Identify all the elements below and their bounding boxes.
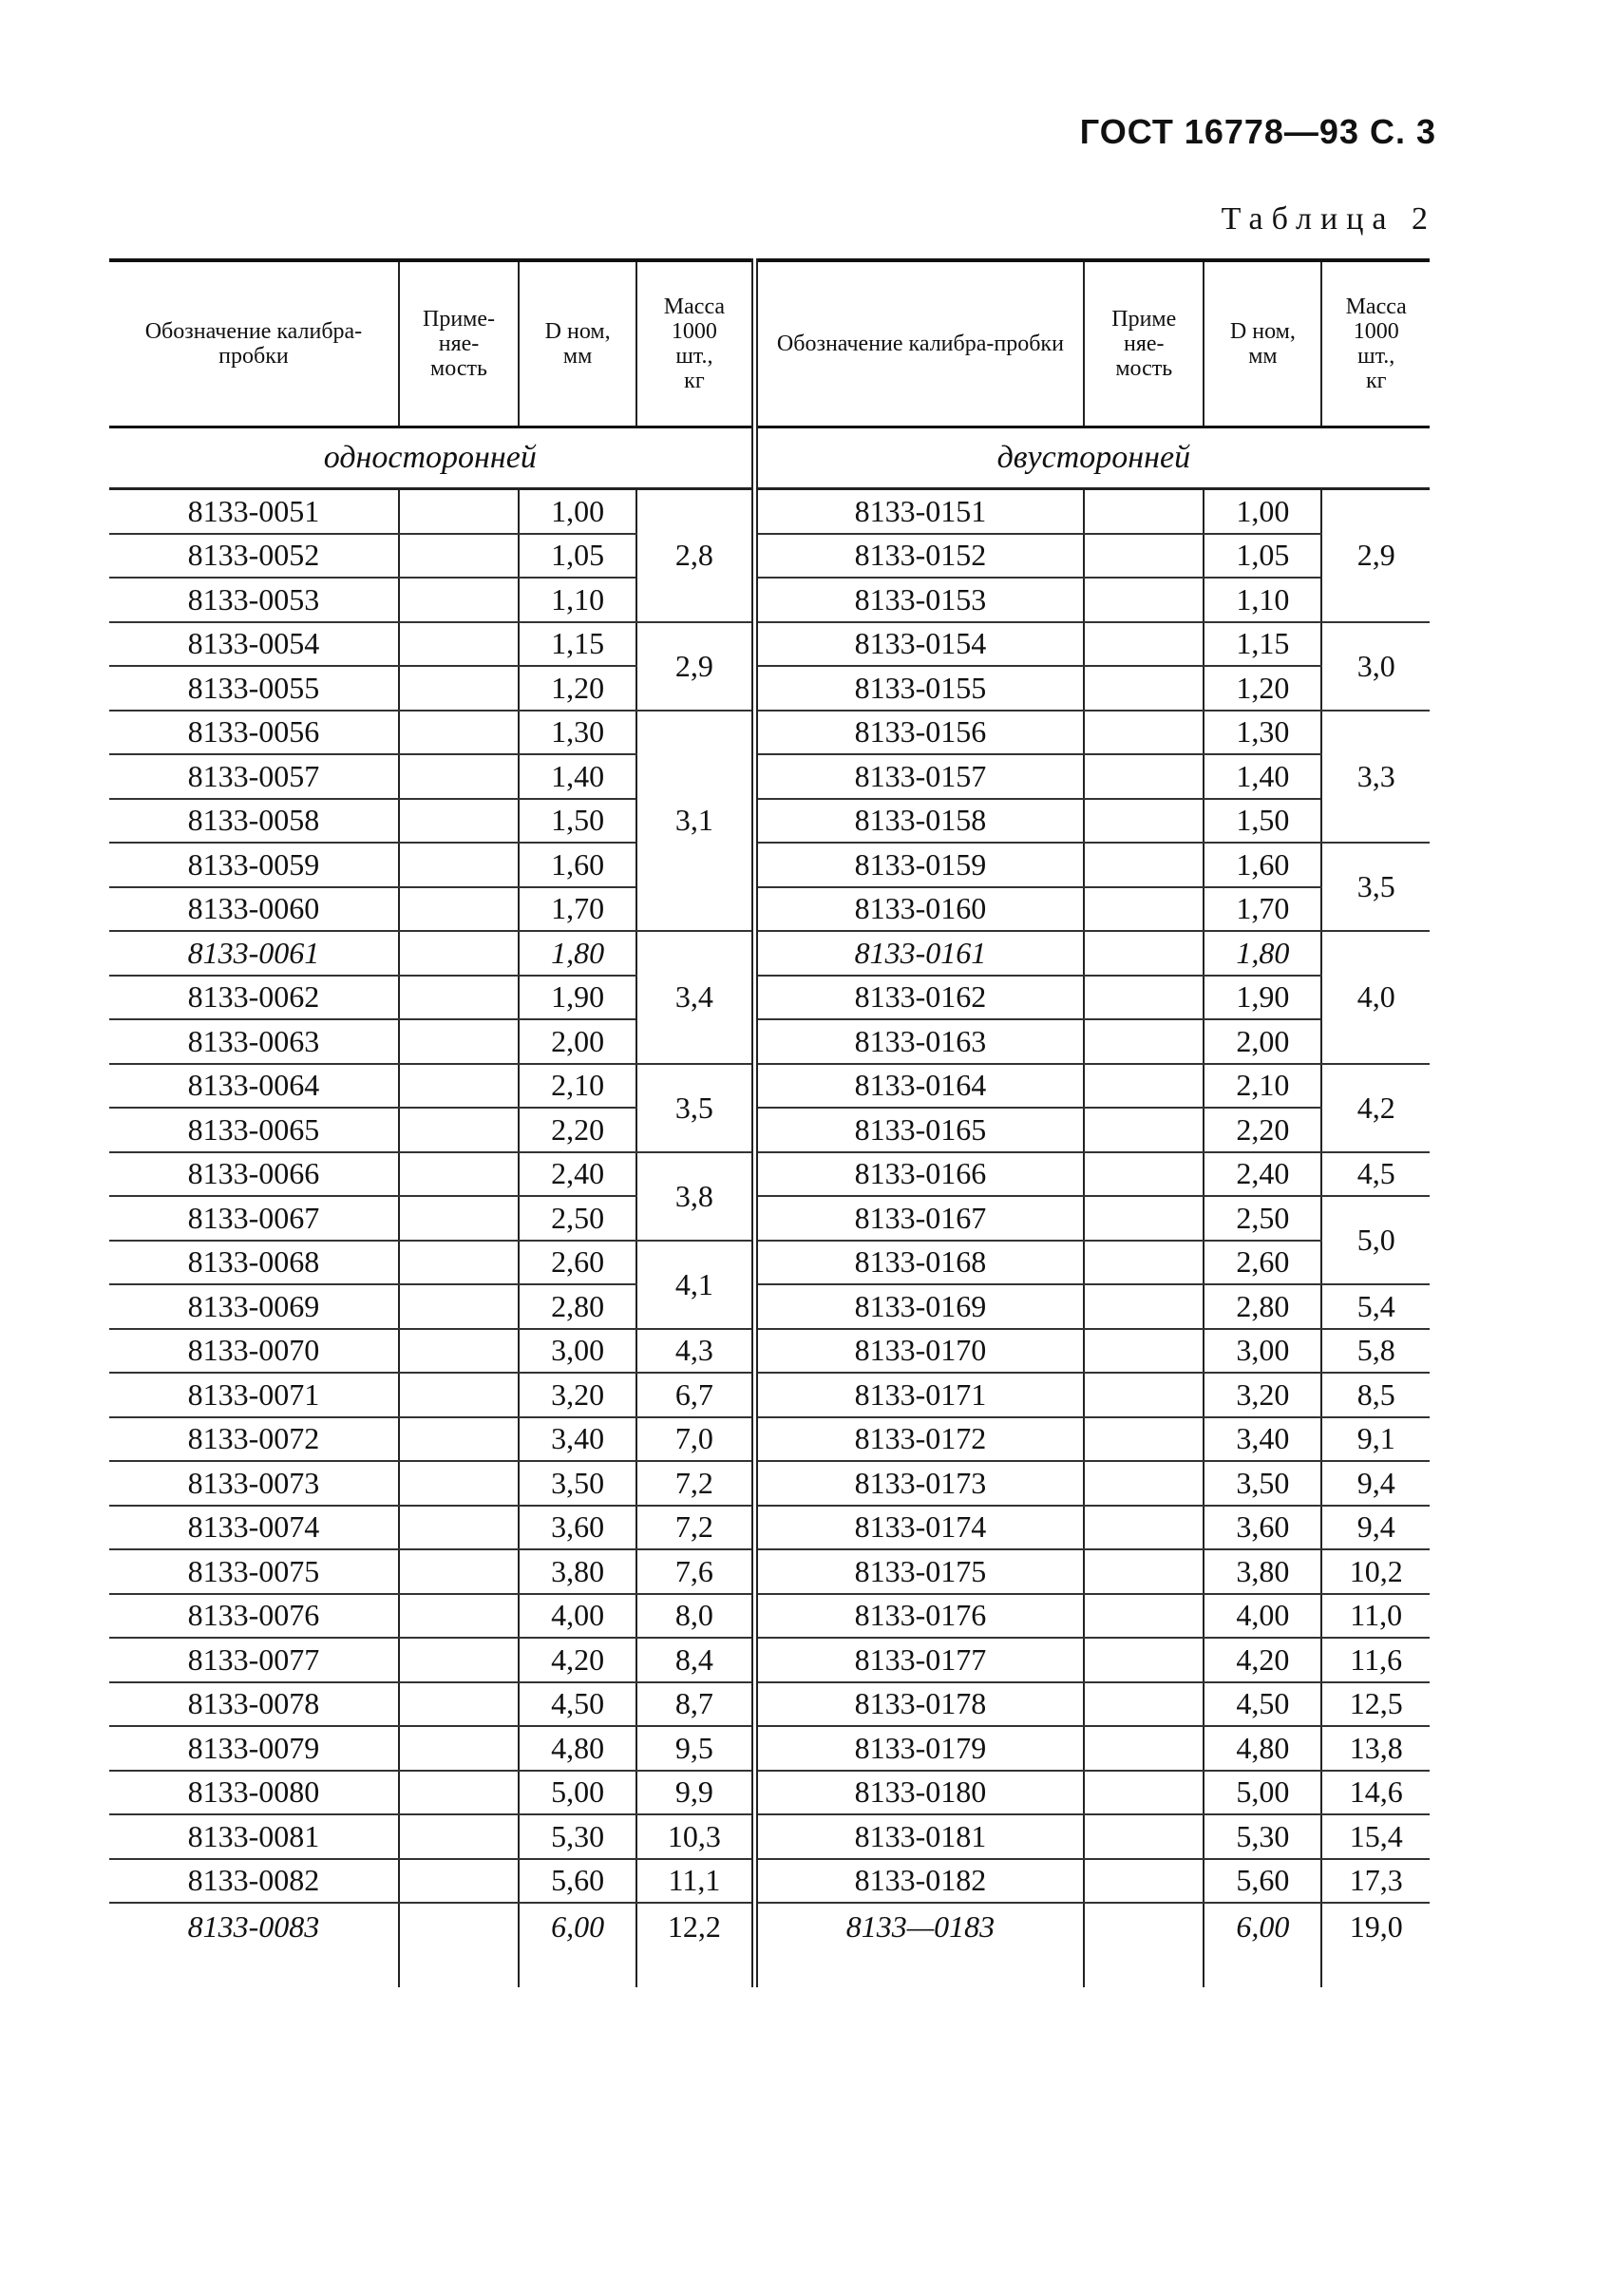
applicability-cell-right [1084, 976, 1204, 1020]
dnom-cell-right: 4,80 [1204, 1726, 1321, 1771]
dnom-cell-right: 3,50 [1204, 1461, 1321, 1506]
dnom-cell-left: 1,15 [519, 622, 636, 667]
mass-cell-right: 4,0 [1321, 931, 1430, 1064]
designation-cell-right: 8133-0161 [754, 931, 1084, 976]
designation-cell-right: 8133-0172 [754, 1417, 1084, 1462]
mass-cell-left: 12,2 [636, 1903, 754, 1987]
table-row [109, 1329, 1430, 1374]
applicability-cell-left [399, 1064, 519, 1109]
applicability-cell-left [399, 489, 519, 534]
mass-cell-left: 2,9 [636, 622, 754, 711]
mass-cell-right: 5,4 [1321, 1284, 1430, 1329]
dnom-cell-right: 1,15 [1204, 622, 1321, 667]
table-row [109, 887, 1430, 932]
designation-cell-right: 8133-0182 [754, 1859, 1084, 1904]
designation-cell-right: 8133-0157 [754, 754, 1084, 799]
table-row [109, 489, 1430, 534]
designation-cell-left: 8133-0076 [109, 1594, 399, 1639]
section-label-right: двусторонней [754, 427, 1430, 489]
applicability-cell-right [1084, 1329, 1204, 1374]
dnom-cell-right: 1,10 [1204, 578, 1321, 622]
mass-cell-right: 19,0 [1321, 1903, 1430, 1987]
designation-cell-left: 8133-0066 [109, 1152, 399, 1197]
table-row [109, 1682, 1430, 1727]
dnom-cell-left: 3,60 [519, 1506, 636, 1550]
mass-cell-left: 4,1 [636, 1241, 754, 1329]
mass-cell-left: 7,2 [636, 1461, 754, 1506]
dnom-cell-right: 3,60 [1204, 1506, 1321, 1550]
dnom-cell-left: 2,60 [519, 1241, 636, 1285]
mass-cell-left: 3,1 [636, 711, 754, 932]
table-row [109, 1108, 1430, 1152]
table-row [109, 1814, 1430, 1859]
applicability-cell-left [399, 799, 519, 844]
applicability-cell-right [1084, 1771, 1204, 1815]
designation-cell-right: 8133-0171 [754, 1373, 1084, 1417]
mass-cell-left: 7,2 [636, 1506, 754, 1550]
designation-cell-right: 8133-0156 [754, 711, 1084, 755]
table-row [109, 666, 1430, 711]
applicability-cell-right [1084, 1152, 1204, 1197]
mass-cell-left: 9,9 [636, 1771, 754, 1815]
dnom-cell-left: 3,50 [519, 1461, 636, 1506]
table-row [109, 1241, 1430, 1285]
designation-cell-left: 8133-0055 [109, 666, 399, 711]
applicability-cell-right [1084, 622, 1204, 667]
table-caption: Таблица 2 [1221, 201, 1436, 237]
applicability-cell-right [1084, 1682, 1204, 1727]
designation-cell-right: 8133-0181 [754, 1814, 1084, 1859]
designation-cell-left: 8133-0060 [109, 887, 399, 932]
mass-cell-right: 15,4 [1321, 1814, 1430, 1859]
applicability-cell-right [1084, 1506, 1204, 1550]
applicability-cell-left [399, 1241, 519, 1285]
table-row [109, 534, 1430, 579]
dnom-cell-left: 3,20 [519, 1373, 636, 1417]
mass-cell-left: 4,3 [636, 1329, 754, 1374]
designation-cell-left: 8133-0074 [109, 1506, 399, 1550]
applicability-cell-left [399, 1417, 519, 1462]
dnom-cell-left: 3,80 [519, 1549, 636, 1594]
applicability-cell-left [399, 1019, 519, 1064]
dnom-cell-right: 5,00 [1204, 1771, 1321, 1815]
designation-cell-left: 8133-0052 [109, 534, 399, 579]
table-row [109, 1726, 1430, 1771]
dnom-cell-left: 1,60 [519, 843, 636, 887]
applicability-cell-left [399, 1373, 519, 1417]
mass-cell-left: 7,0 [636, 1417, 754, 1462]
dnom-cell-left: 4,80 [519, 1726, 636, 1771]
designation-cell-right: 8133-0151 [754, 489, 1084, 534]
dnom-cell-left: 5,00 [519, 1771, 636, 1815]
applicability-cell-left [399, 1152, 519, 1197]
mass-cell-left: 3,4 [636, 931, 754, 1064]
applicability-cell-right [1084, 1903, 1204, 1987]
designation-cell-right: 8133-0168 [754, 1241, 1084, 1285]
designation-cell-left: 8133-0061 [109, 931, 399, 976]
dnom-cell-left: 1,20 [519, 666, 636, 711]
applicability-cell-left [399, 754, 519, 799]
page-header: ГОСТ 16778—93 С. 3 [1079, 112, 1436, 151]
applicability-cell-right [1084, 1638, 1204, 1682]
designation-cell-right: 8133-0152 [754, 534, 1084, 579]
applicability-cell-right [1084, 1241, 1204, 1285]
designation-cell-right: 8133-0160 [754, 887, 1084, 932]
dnom-cell-right: 4,50 [1204, 1682, 1321, 1727]
designation-cell-left: 8133-0062 [109, 976, 399, 1020]
applicability-cell-left [399, 1726, 519, 1771]
designation-cell-left: 8133-0073 [109, 1461, 399, 1506]
designation-cell-left: 8133-0082 [109, 1859, 399, 1904]
mass-cell-right: 11,0 [1321, 1594, 1430, 1639]
mass-cell-right: 9,1 [1321, 1417, 1430, 1462]
dnom-cell-right: 2,10 [1204, 1064, 1321, 1109]
dnom-cell-right: 4,20 [1204, 1638, 1321, 1682]
applicability-cell-right [1084, 887, 1204, 932]
dnom-cell-left: 1,10 [519, 578, 636, 622]
designation-cell-left: 8133-0068 [109, 1241, 399, 1285]
applicability-cell-left [399, 578, 519, 622]
applicability-cell-left [399, 843, 519, 887]
mass-cell-right: 3,3 [1321, 711, 1430, 844]
dnom-cell-left: 2,40 [519, 1152, 636, 1197]
applicability-cell-left [399, 666, 519, 711]
applicability-cell-right [1084, 1417, 1204, 1462]
designation-cell-left: 8133-0083 [187, 1909, 320, 1944]
applicability-cell-right [1084, 711, 1204, 755]
mass-cell-left: 10,3 [636, 1814, 754, 1859]
designation-cell-right: 8133-0153 [754, 578, 1084, 622]
designation-cell-left: 8133-0077 [109, 1638, 399, 1682]
applicability-cell-left [399, 534, 519, 579]
applicability-cell-right [1084, 666, 1204, 711]
designation-cell-left: 8133-0051 [109, 489, 399, 534]
designation-cell-left: 8133-0075 [109, 1549, 399, 1594]
applicability-cell-left [399, 1108, 519, 1152]
designation-cell-right: 8133-0179 [754, 1726, 1084, 1771]
designation-cell-right: 8133-0166 [754, 1152, 1084, 1197]
dnom-cell-left: 4,20 [519, 1638, 636, 1682]
dnom-cell-left: 6,00 [519, 1903, 636, 1987]
table-row [109, 754, 1430, 799]
designation-cell-right: 8133-0170 [754, 1329, 1084, 1374]
applicability-cell-left [399, 1903, 519, 1987]
dnom-cell-right: 3,40 [1204, 1417, 1321, 1462]
dnom-cell-right: 1,60 [1204, 843, 1321, 887]
table-row [109, 1638, 1430, 1682]
applicability-cell-right [1084, 843, 1204, 887]
table-row [109, 931, 1430, 976]
applicability-cell-left [399, 887, 519, 932]
mass-cell-right: 5,0 [1321, 1196, 1430, 1284]
designation-cell-left: 8133-0058 [109, 799, 399, 844]
designation-cell-left: 8133-0078 [109, 1682, 399, 1727]
designation-cell-left: 8133-0059 [109, 843, 399, 887]
dnom-cell-right: 1,90 [1204, 976, 1321, 1020]
applicability-cell-left [399, 1461, 519, 1506]
dnom-cell-left: 2,50 [519, 1196, 636, 1241]
designation-cell-right: 8133-0158 [754, 799, 1084, 844]
dnom-cell-left: 1,05 [519, 534, 636, 579]
mass-cell-right: 8,5 [1321, 1373, 1430, 1417]
section-row [109, 427, 1430, 489]
mass-cell-right: 3,0 [1321, 622, 1430, 711]
mass-cell-left: 6,7 [636, 1373, 754, 1417]
designation-cell-right: 8133-0155 [754, 666, 1084, 711]
designation-cell-right: 8133-0167 [754, 1196, 1084, 1241]
dnom-cell-right: 2,20 [1204, 1108, 1321, 1152]
dnom-cell-left: 4,00 [519, 1594, 636, 1639]
applicability-cell-left [399, 711, 519, 755]
dnom-cell-right: 3,80 [1204, 1549, 1321, 1594]
dnom-cell-right: 1,00 [1204, 489, 1321, 534]
dnom-cell-right: 2,80 [1204, 1284, 1321, 1329]
applicability-cell-right [1084, 1549, 1204, 1594]
table-row [109, 1461, 1430, 1506]
dnom-cell-right: 3,00 [1204, 1329, 1321, 1374]
table-row [109, 1064, 1430, 1109]
dnom-cell-right: 2,40 [1204, 1152, 1321, 1197]
designation-cell-left: 8133-0065 [109, 1108, 399, 1152]
section-label-left: односторонней [109, 427, 754, 489]
table-row [109, 976, 1430, 1020]
applicability-cell-left [399, 1814, 519, 1859]
table-row [109, 1859, 1430, 1904]
designation-cell-left: 8133-0063 [109, 1019, 399, 1064]
gauge-table [109, 258, 1430, 1987]
header-applicability-right: Приме няе- мость [1084, 260, 1204, 427]
dnom-cell-right: 1,70 [1204, 887, 1321, 932]
applicability-cell-left [399, 1196, 519, 1241]
dnom-cell-right: 1,40 [1204, 754, 1321, 799]
designation-cell-right: 8133-0176 [754, 1594, 1084, 1639]
dnom-cell-left: 1,80 [519, 931, 636, 976]
applicability-cell-right [1084, 1594, 1204, 1639]
dnom-cell-left: 1,00 [519, 489, 636, 534]
dnom-cell-left: 2,20 [519, 1108, 636, 1152]
applicability-cell-right [1084, 1373, 1204, 1417]
dnom-cell-left: 5,30 [519, 1814, 636, 1859]
mass-cell-right: 2,9 [1321, 489, 1430, 622]
dnom-cell-right: 5,30 [1204, 1814, 1321, 1859]
applicability-cell-right [1084, 799, 1204, 844]
designation-cell-left: 8133-0057 [109, 754, 399, 799]
header-applicability-left: Приме- няе- мость [399, 260, 519, 427]
dnom-cell-right: 3,20 [1204, 1373, 1321, 1417]
designation-cell-left: 8133-0064 [109, 1064, 399, 1109]
table-row [109, 1903, 1430, 1987]
table-header-row [109, 260, 1430, 427]
designation-cell-left: 8133-0056 [109, 711, 399, 755]
applicability-cell-right [1084, 534, 1204, 579]
applicability-cell-left [399, 1638, 519, 1682]
applicability-cell-right [1084, 489, 1204, 534]
dnom-cell-left: 2,10 [519, 1064, 636, 1109]
mass-cell-right: 9,4 [1321, 1461, 1430, 1506]
applicability-cell-left [399, 931, 519, 976]
header-designation-left: Обозначение калибра-пробки [144, 319, 363, 369]
applicability-cell-left [399, 1682, 519, 1727]
table-row [109, 843, 1430, 887]
header-mass-left: Масса 1000 шт., кг [636, 260, 754, 427]
designation-cell-left: 8133-0081 [109, 1814, 399, 1859]
designation-cell-right: 8133-0169 [754, 1284, 1084, 1329]
dnom-cell-right: 1,50 [1204, 799, 1321, 844]
designation-cell-left: 8133-0054 [109, 622, 399, 667]
dnom-cell-right: 1,20 [1204, 666, 1321, 711]
mass-cell-left: 2,8 [636, 489, 754, 622]
table-row [109, 1019, 1430, 1064]
dnom-cell-left: 2,00 [519, 1019, 636, 1064]
dnom-cell-left: 5,60 [519, 1859, 636, 1904]
dnom-cell-right: 4,00 [1204, 1594, 1321, 1639]
designation-cell-right: 8133-0154 [754, 622, 1084, 667]
designation-cell-right: 8133-0175 [754, 1549, 1084, 1594]
mass-cell-left: 8,4 [636, 1638, 754, 1682]
applicability-cell-right [1084, 1108, 1204, 1152]
table-row [109, 1284, 1430, 1329]
dnom-cell-right: 2,50 [1204, 1196, 1321, 1241]
dnom-cell-left: 1,30 [519, 711, 636, 755]
applicability-cell-right [1084, 1859, 1204, 1904]
applicability-cell-left [399, 1506, 519, 1550]
dnom-cell-right: 1,05 [1204, 534, 1321, 579]
table-row [109, 1373, 1430, 1417]
dnom-cell-right: 2,00 [1204, 1019, 1321, 1064]
header-designation-right: Обозначение калибра-пробки [754, 260, 1084, 427]
mass-cell-left: 11,1 [636, 1859, 754, 1904]
applicability-cell-left [399, 622, 519, 667]
dnom-cell-left: 3,40 [519, 1417, 636, 1462]
applicability-cell-right [1084, 1196, 1204, 1241]
designation-cell-left: 8133-0053 [109, 578, 399, 622]
mass-cell-right: 10,2 [1321, 1549, 1430, 1594]
dnom-cell-right: 6,00 [1204, 1903, 1321, 1987]
table-body [109, 427, 1430, 1988]
dnom-cell-left: 1,90 [519, 976, 636, 1020]
applicability-cell-left [399, 1771, 519, 1815]
mass-cell-right: 4,2 [1321, 1064, 1430, 1152]
mass-cell-right: 4,5 [1321, 1152, 1430, 1197]
mass-cell-right: 5,8 [1321, 1329, 1430, 1374]
applicability-cell-left [399, 976, 519, 1020]
header-dnom-left: D ном, мм [519, 260, 636, 427]
table-row [109, 1196, 1430, 1241]
designation-cell-right: 8133-0163 [754, 1019, 1084, 1064]
table-row [109, 1417, 1430, 1462]
applicability-cell-right [1084, 1019, 1204, 1064]
dnom-cell-left: 4,50 [519, 1682, 636, 1727]
designation-cell-left: 8133-0067 [109, 1196, 399, 1241]
applicability-cell-right [1084, 1064, 1204, 1109]
mass-cell-right: 3,5 [1321, 843, 1430, 931]
mass-cell-right: 17,3 [1321, 1859, 1430, 1904]
mass-cell-right: 11,6 [1321, 1638, 1430, 1682]
applicability-cell-left [399, 1284, 519, 1329]
applicability-cell-right [1084, 754, 1204, 799]
designation-cell-left: 8133-0070 [109, 1329, 399, 1374]
designation-cell-left: 8133-0080 [109, 1771, 399, 1815]
applicability-cell-left [399, 1594, 519, 1639]
designation-cell-right: 8133-0174 [754, 1506, 1084, 1550]
applicability-cell-left [399, 1329, 519, 1374]
designation-cell-right: 8133—0183 [754, 1903, 1084, 1987]
designation-cell-right: 8133-0164 [754, 1064, 1084, 1109]
applicability-cell-right [1084, 1461, 1204, 1506]
designation-cell-left: 8133-0072 [109, 1417, 399, 1462]
dnom-cell-right: 1,80 [1204, 931, 1321, 976]
header-mass-right: Масса 1000 шт., кг [1321, 260, 1430, 427]
designation-cell-right: 8133-0165 [754, 1108, 1084, 1152]
mass-cell-right: 13,8 [1321, 1726, 1430, 1771]
dnom-cell-right: 2,60 [1204, 1241, 1321, 1285]
table-row [109, 1152, 1430, 1197]
dnom-cell-right: 5,60 [1204, 1859, 1321, 1904]
dnom-cell-left: 3,00 [519, 1329, 636, 1374]
table-row [109, 622, 1430, 667]
designation-cell-right: 8133-0159 [754, 843, 1084, 887]
mass-cell-right: 12,5 [1321, 1682, 1430, 1727]
designation-cell-right: 8133-0162 [754, 976, 1084, 1020]
table-row [109, 799, 1430, 844]
mass-cell-left: 8,7 [636, 1682, 754, 1727]
table-row [109, 578, 1430, 622]
designation-cell-right: 8133-0180 [754, 1771, 1084, 1815]
applicability-cell-right [1084, 1726, 1204, 1771]
applicability-cell-left [399, 1859, 519, 1904]
dnom-cell-left: 2,80 [519, 1284, 636, 1329]
header-dnom-right: D ном, мм [1204, 260, 1321, 427]
dnom-cell-left: 1,70 [519, 887, 636, 932]
designation-cell-left: 8133-0079 [109, 1726, 399, 1771]
table-row [109, 711, 1430, 755]
dnom-cell-left: 1,50 [519, 799, 636, 844]
mass-cell-left: 7,6 [636, 1549, 754, 1594]
mass-cell-left: 3,5 [636, 1064, 754, 1152]
designation-cell-right: 8133-0177 [754, 1638, 1084, 1682]
dnom-cell-left: 1,40 [519, 754, 636, 799]
applicability-cell-right [1084, 1284, 1204, 1329]
designation-cell-left: 8133-0071 [109, 1373, 399, 1417]
table-row [109, 1549, 1430, 1594]
dnom-cell-right: 1,30 [1204, 711, 1321, 755]
designation-cell-right: 8133-0173 [754, 1461, 1084, 1506]
mass-cell-left: 3,8 [636, 1152, 754, 1241]
mass-cell-left: 9,5 [636, 1726, 754, 1771]
designation-cell-right: 8133-0178 [754, 1682, 1084, 1727]
applicability-cell-right [1084, 578, 1204, 622]
applicability-cell-right [1084, 1814, 1204, 1859]
applicability-cell-left [399, 1549, 519, 1594]
table-row [109, 1771, 1430, 1815]
designation-cell-left: 8133-0069 [109, 1284, 399, 1329]
mass-cell-right: 14,6 [1321, 1771, 1430, 1815]
applicability-cell-right [1084, 931, 1204, 976]
mass-cell-right: 9,4 [1321, 1506, 1430, 1550]
table-row [109, 1506, 1430, 1550]
table-row [109, 1594, 1430, 1639]
mass-cell-left: 8,0 [636, 1594, 754, 1639]
